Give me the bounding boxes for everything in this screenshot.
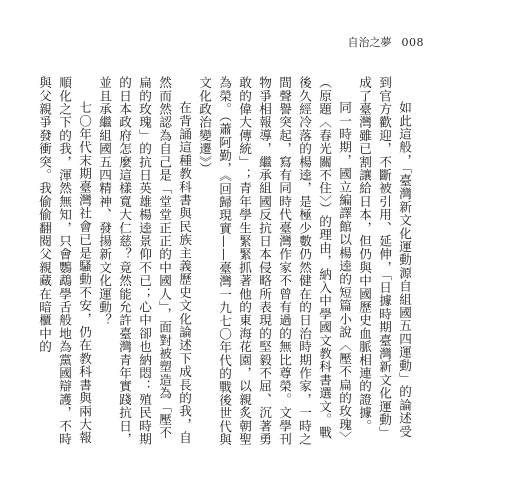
paragraph-4: 七〇年代末期臺灣社會已是騷動不安，仍在教科書與兩大報順化之下的我，渾然無知，只會鸚鵡學舌般地為黨國辯護，不時與父親爭發衝突。我偷偷翻閱父親藏在暗櫃中的: [37, 76, 92, 446]
paragraph-2: 同一時期，國立編譯館以楊逵的短篇小說〈壓不扁的玫瑰〉（原題〈春光關不住〉）的理由，納入中學國文教科書選文。戰後久經冷落的楊逵，是極少數仍然健在的日治時期作家，一時之間聲譽突起，寫有同時代臺灣作家不曾有過的無比尊榮。文學刊物爭相報導，繼承組國反抗日本侵略所表現的堅毅不屈、沉著勇敢的偉大傳統」；青年學生緊緊抓著他的東海花園，以親炙朝聖為榮。（蕭阿勤，《回歸現實——臺灣一九七〇年代的戰後世代與文化政治變遷》）: [197, 76, 352, 447]
running-header: [348, 34, 425, 50]
paragraph-1: 如此這般，「臺灣新文化運動源自組國五四運動」的論述受到官方歡迎，不斷被引用、延伸，「日據時期臺灣新文化運動」成了臺灣雖已割讓給日本，但仍與中國歷史血脈相連的證據。: [357, 76, 412, 440]
page-number: 008: [401, 36, 424, 49]
paragraph-3: 在背誦這種教科書與民族主義歷史文化論述下成長的我，自然而然認為自己是「堂堂正正的中國人」，面對被塑造為「壓不扁的玫瑰」的抗日英雄楊逵景仰不已；心中卻也納悶：殖民時期的日本政府怎麼這樣寬大仁慈？竟然能允許臺灣青年實踐抗日，並且承繼組國五四精神、發揚新文化運動？: [97, 76, 192, 446]
vertical-text-body: [37, 76, 414, 450]
running-title: 自治之夢: [347, 36, 392, 49]
